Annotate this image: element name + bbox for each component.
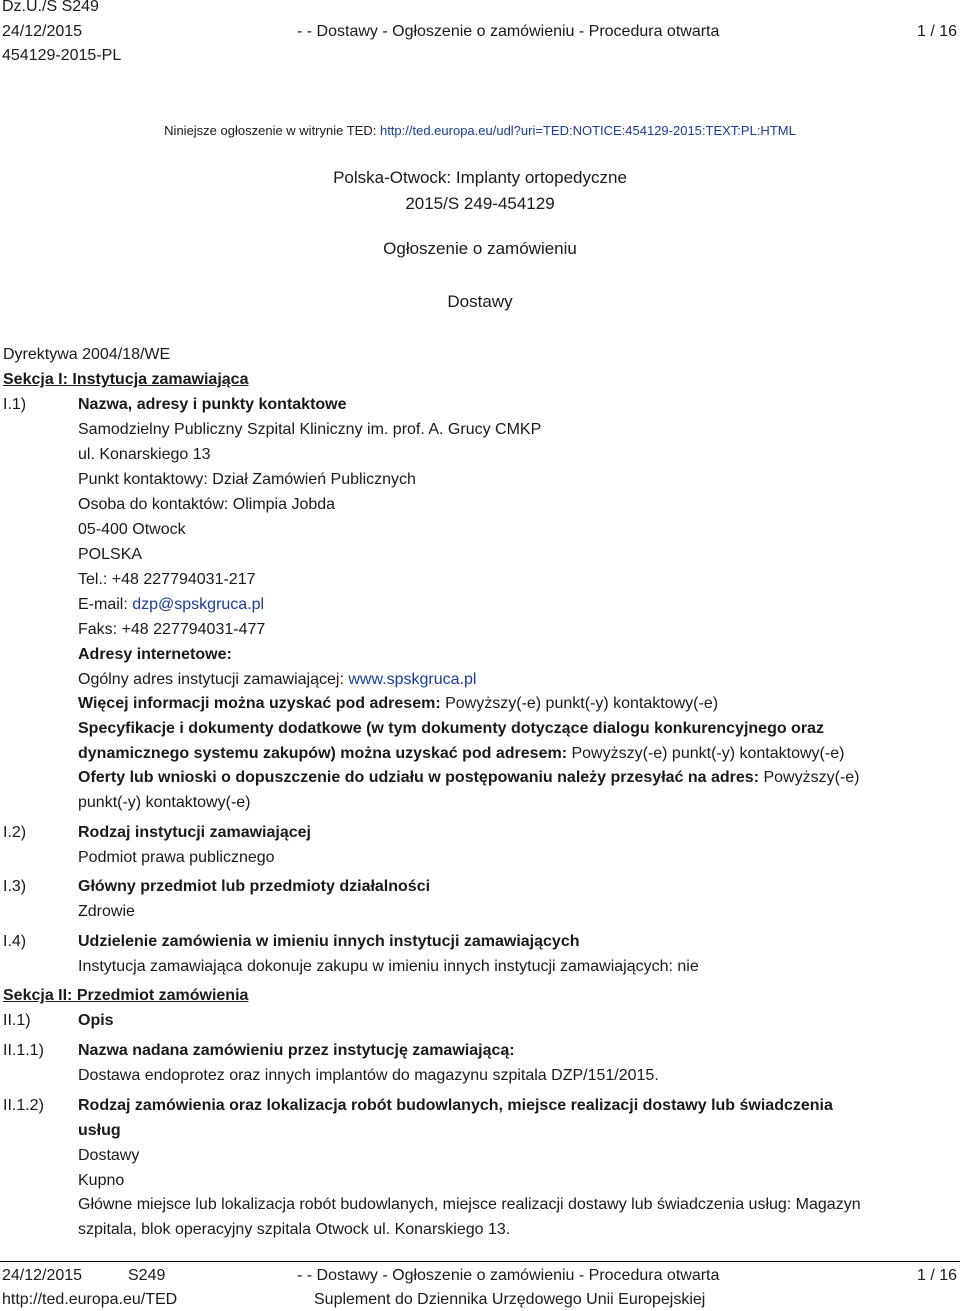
header-page-number: 1 / 16: [916, 23, 957, 40]
item-value: Zdrowie: [78, 903, 135, 920]
internet-addresses-heading: Adresy internetowe:: [78, 646, 232, 663]
contact-point: Punkt kontaktowy: Dział Zamówień Publicznych: [78, 471, 416, 488]
section-2-heading: Sekcja II: Przedmiot zamówienia: [3, 987, 249, 1004]
item-title: Rodzaj zamówienia oraz lokalizacja robót budowlanych, miejsce realizacji dostawy lub świadczenia: [78, 1097, 833, 1114]
section-1-heading: Sekcja I: Instytucja zamawiająca: [3, 371, 249, 388]
item-title: Nazwa nadana zamówieniu przez instytucję zamawiającą:: [78, 1042, 515, 1059]
item-title: Opis: [78, 1012, 114, 1029]
item-value: Podmiot prawa publicznego: [78, 849, 275, 866]
email-label: E-mail:: [78, 596, 133, 613]
more-info-line: [78, 695, 718, 713]
item-number: I.3): [3, 878, 27, 895]
ted-notice-line: [0, 123, 960, 138]
footer-date: 24/12/2015: [2, 1267, 83, 1284]
specifications-label-cont: dynamicznego systemu zakupów) można uzyskać pod adresem:: [78, 745, 572, 762]
contact-person: Osoba do kontaktów: Olimpia Jobda: [78, 496, 336, 513]
delivery-location: Główne miejsce lub lokalizacja robót budowlanych, miejsce realizacji dostawy lub świadczenia usług: Magazyn: [78, 1196, 861, 1213]
item-title: Udzielenie zamówienia w imieniu innych instytucji zamawiających: [78, 933, 580, 950]
authority-city: 05-400 Otwock: [78, 521, 186, 538]
header-date: 24/12/2015: [2, 23, 83, 40]
footer-issue: S249: [128, 1267, 166, 1284]
item-value: Instytucja zamawiająca dokonuje zakupu w imieniu innych instytucji zamawiających: nie: [78, 958, 699, 975]
item-number: II.1.2): [3, 1097, 44, 1114]
item-number: I.4): [3, 933, 27, 950]
footer-divider: [0, 1261, 960, 1262]
header-notice-id: 454129-2015-PL: [2, 47, 122, 64]
item-title-cont: usług: [78, 1122, 121, 1139]
contract-category: Dostawy: [447, 292, 513, 311]
notice-title: Polska-Otwock: Implanty ortopedyczne: [333, 168, 627, 187]
authority-country: POLSKA: [78, 546, 143, 563]
item-number: I.1): [3, 396, 27, 413]
general-address-line: [78, 671, 476, 689]
notice-reference: 2015/S 249-454129: [405, 194, 555, 213]
authority-name: Samodzielny Publiczny Szpital Kliniczny im. prof. A. Grucy CMKP: [78, 421, 542, 438]
footer-page-number: 1 / 16: [916, 1267, 957, 1284]
directive: Dyrektywa 2004/18/WE: [3, 346, 171, 363]
specifications-line: [78, 745, 844, 763]
footer-title: - - Dostawy - Ogłoszenie o zamówieniu - Procedura otwarta: [297, 1267, 720, 1284]
specifications-label: Specyfikacje i dokumenty dodatkowe (w tym dokumenty dotyczące dialogu konkurencyjnego oraz: [78, 720, 824, 737]
authority-street: ul. Konarskiego 13: [78, 446, 211, 463]
item-title: Główny przedmiot lub przedmioty działalności: [78, 878, 431, 895]
item-number: II.1.1): [3, 1042, 44, 1059]
email-line: [78, 596, 264, 614]
header-journal-ref: Dz.U./S S249: [2, 0, 99, 15]
ted-notice-link[interactable]: http://ted.europa.eu/udl?uri=TED:NOTICE:454129-2015:TEXT:PL:HTML: [379, 123, 796, 138]
item-number: II.1): [3, 1012, 31, 1029]
more-info-value: Powyższy(-e) punkt(-y) kontaktowy(-e): [445, 695, 719, 712]
ted-notice-prefix: Niniejsze ogłoszenie w witrynie TED:: [164, 123, 380, 138]
contract-type: Dostawy: [78, 1147, 140, 1164]
email-link[interactable]: dzp@spskgruca.pl: [132, 596, 265, 613]
document-type: Ogłoszenie o zamówieniu: [383, 239, 577, 258]
offers-value: Powyższy(-e): [763, 769, 860, 786]
specifications-value: Powyższy(-e) punkt(-y) kontaktowy(-e): [571, 745, 845, 762]
footer-supplement: Suplement do Dziennika Urzędowego Unii Europejskiej: [314, 1291, 706, 1308]
header-title: - - Dostawy - Ogłoszenie o zamówieniu - Procedura otwarta: [297, 23, 720, 40]
item-number: I.2): [3, 824, 27, 841]
general-address-link[interactable]: www.spskgruca.pl: [348, 671, 477, 688]
more-info-label: Więcej informacji można uzyskać pod adresem:: [78, 695, 446, 712]
item-value: Dostawa endoprotez oraz innych implantów do magazynu szpitala DZP/151/2015.: [78, 1067, 659, 1084]
telephone: Tel.: +48 227794031-217: [78, 571, 256, 588]
offers-value-cont: punkt(-y) kontaktowy(-e): [78, 794, 251, 811]
item-title: Rodzaj instytucji zamawiającej: [78, 824, 311, 841]
offers-label: Oferty lub wnioski o dopuszczenie do udziału w postępowaniu należy przesyłać na adres:: [78, 769, 764, 786]
item-title: Nazwa, adresy i punkty kontaktowe: [78, 396, 347, 413]
delivery-location-cont: szpitala, blok operacyjny szpitala Otwock ul. Konarskiego 13.: [78, 1221, 511, 1238]
offers-line: [78, 769, 859, 787]
contract-subtype: Kupno: [78, 1172, 125, 1189]
footer-url: http://ted.europa.eu/TED: [2, 1291, 178, 1308]
general-address-label: Ogólny adres instytucji zamawiającej:: [78, 671, 349, 688]
fax: Faks: +48 227794031-477: [78, 621, 266, 638]
